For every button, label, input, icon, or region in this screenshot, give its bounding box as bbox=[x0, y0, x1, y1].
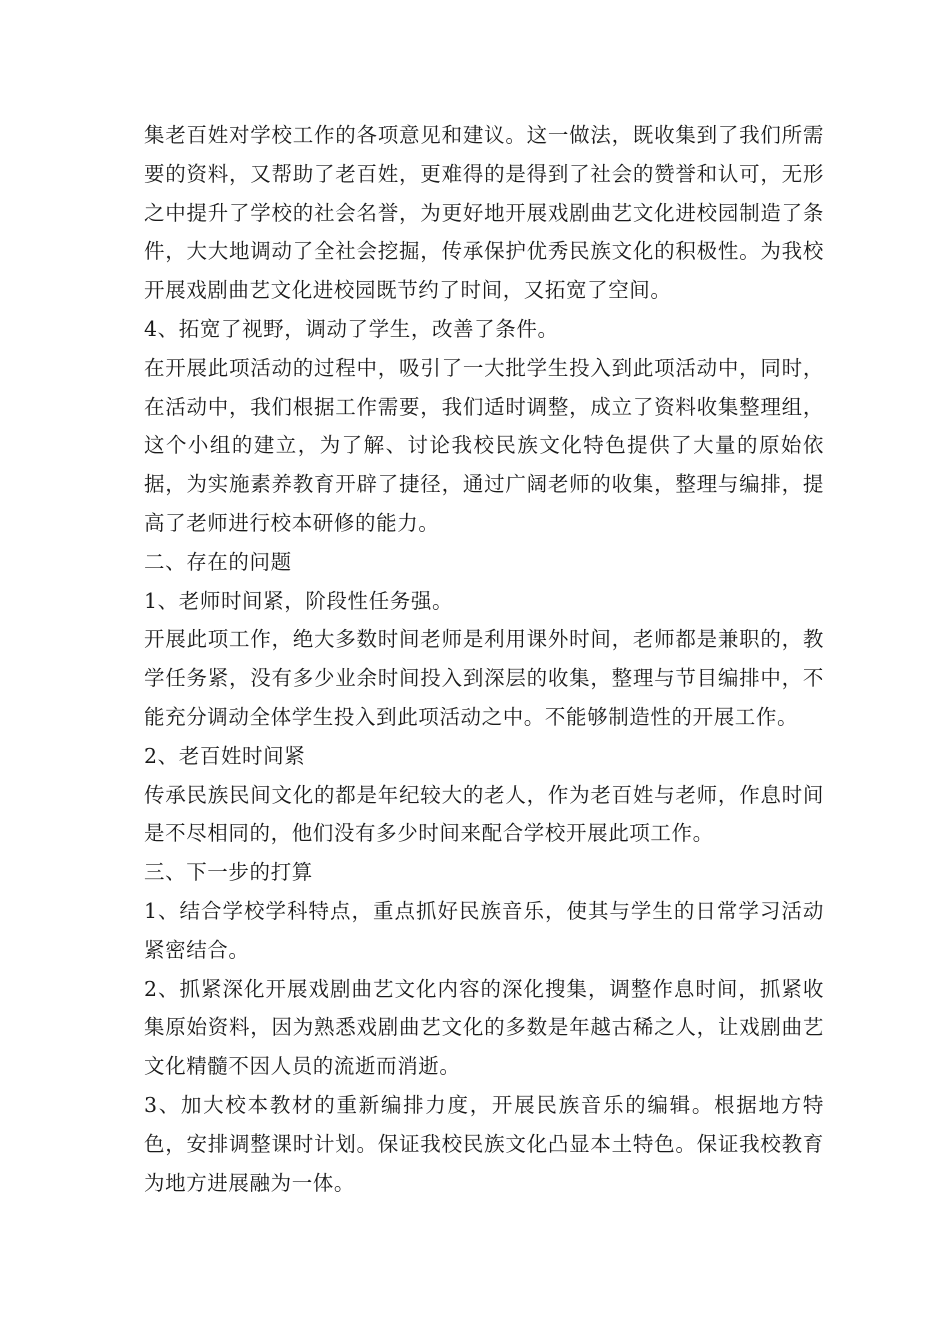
paragraph-12: 3、加大校本教材的重新编排力度，开展民族音乐的编辑。根据地方特色，安排调整课时计划。保证我校民族文化凸显本土特色。保证我校教育为地方进展融为一体。 bbox=[144, 1092, 824, 1195]
paragraph-2: 4、拓宽了视野，调动了学生，改善了条件。 bbox=[144, 316, 559, 341]
paragraph-5: 1、老师时间紧，阶段性任务强。 bbox=[144, 588, 454, 613]
paragraph-10: 1、结合学校学科特点，重点抓好民族音乐，使其与学生的日常学习活动紧密结合。 bbox=[144, 898, 824, 962]
paragraph-6: 开展此项工作，绝大多数时间老师是利用课外时间，老师都是兼职的，教学任务紧，没有多少业余时间投入到深层的收集，整理与节目编排中，不能充分调动全体学生投入到此项活动之中。不能够制造性的开展工作。 bbox=[144, 627, 824, 729]
section-heading-problems: 二、存在的问题 bbox=[144, 549, 292, 574]
section-heading-next-steps: 三、下一步的打算 bbox=[144, 860, 313, 885]
paragraph-7: 2、老百姓时间紧 bbox=[144, 743, 306, 768]
document-body bbox=[144, 116, 824, 1202]
paragraph-3: 在开展此项活动的过程中，吸引了一大批学生投入到此项活动中，同时，在活动中，我们根据工作需要，我们适时调整，成立了资料收集整理组，这个小组的建立，为了解、讨论我校民族文化特色提供了大量的原始依据，为实施素养教育开辟了捷径，通过广阔老师的收集，整理与编排，提高了老师进行校本研修的能力。 bbox=[144, 355, 824, 535]
paragraph-11: 2、抓紧深化开展戏剧曲艺文化内容的深化搜集，调整作息时间，抓紧收集原始资料，因为熟悉戏剧曲艺文化的多数是年越古稀之人，让戏剧曲艺文化精髓不因人员的流逝而消逝。 bbox=[144, 976, 824, 1079]
paragraph-8: 传承民族民间文化的都是年纪较大的老人，作为老百姓与老师，作息时间是不尽相同的，他们没有多少时间来配合学校开展此项工作。 bbox=[144, 782, 824, 846]
paragraph-1: 集老百姓对学校工作的各项意见和建议。这一做法，既收集到了我们所需要的资料，又帮助了老百姓，更难得的是得到了社会的赞誉和认可，无形之中提升了学校的社会名誉，为更好地开展戏剧曲艺文化进校园制造了条件，大大地调动了全社会挖掘，传承保护优秀民族文化的积极性。为我校开展戏剧曲艺文化进校园既节约了时间，又拓宽了空间。 bbox=[144, 123, 824, 303]
